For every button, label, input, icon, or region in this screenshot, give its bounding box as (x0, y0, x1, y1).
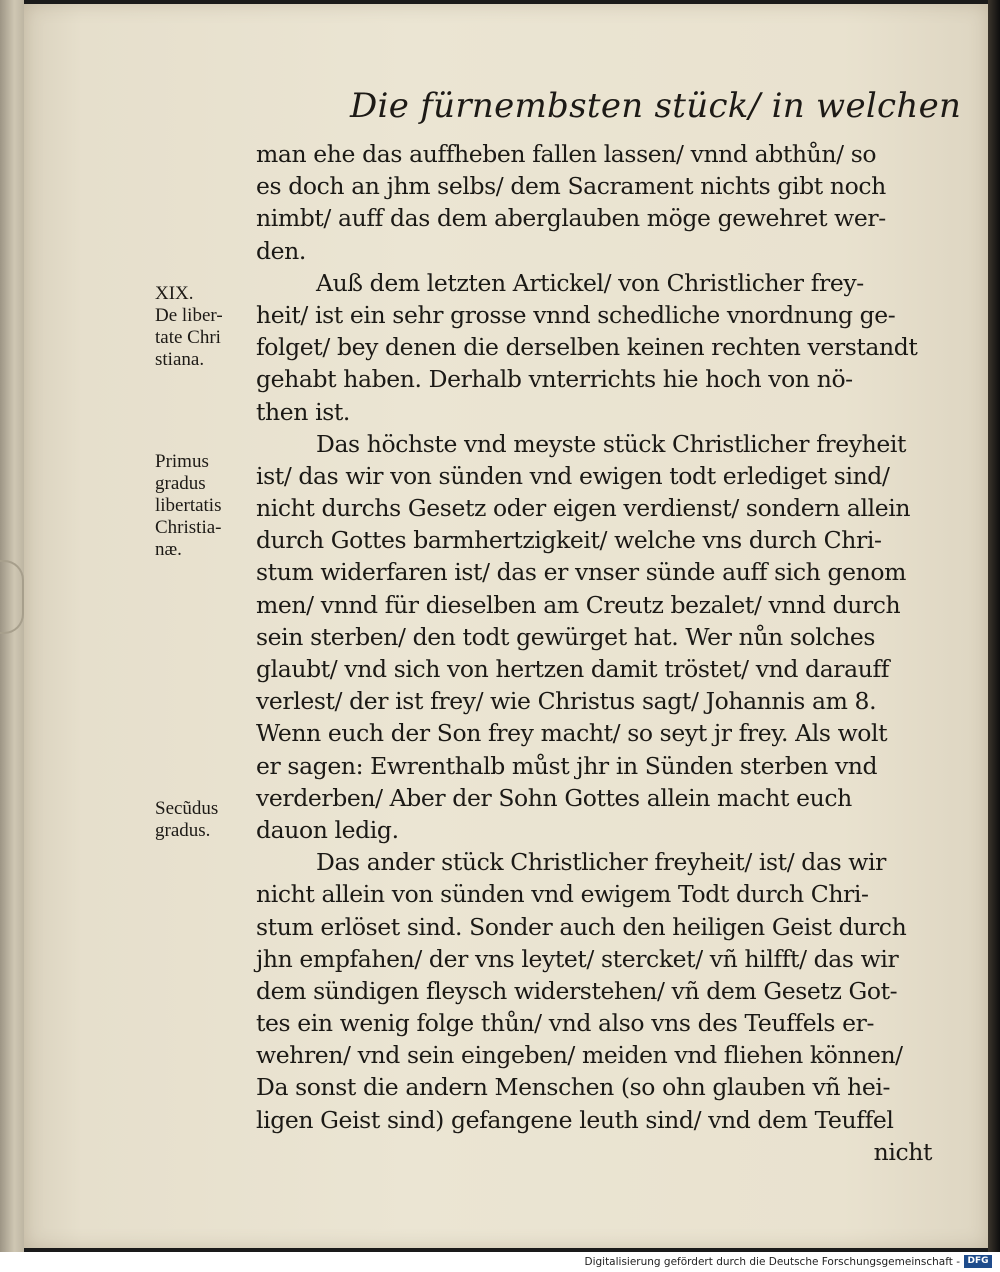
text-line: durch Gottes barmhertzigkeit/ welche vns durch Chri- (256, 526, 882, 555)
margin-note-line: gradus. (155, 820, 211, 841)
body-text (256, 138, 932, 1168)
page-right-edge (988, 0, 1000, 1252)
funding-credit: Digitalisierung gefördert durch die Deutsche Forschungsgemeinschaft - (584, 1256, 960, 1268)
text-line: stum widerfaren ist/ das er vnser sünde auff sich genom (256, 558, 906, 587)
margin-note-line: De liber- (155, 305, 223, 326)
text-line: den. (256, 236, 306, 265)
text-line: dem sündigen fleysch widerstehen/ vñ dem Gesetz Got- (256, 976, 898, 1005)
text-line: heit/ ist ein sehr grosse vnnd schedliche vnordnung ge- (256, 300, 896, 329)
clip-mark (0, 560, 24, 634)
text-line: men/ vnnd für dieselben am Creutz bezalet/ vnnd durch (256, 590, 901, 619)
text-line: dauon ledig. (256, 815, 399, 844)
margin-note-line: stiana. (155, 349, 205, 370)
text-line: nimbt/ auff das dem aberglauben möge gewehret wer- (256, 204, 886, 233)
text-line: er sagen: Ewrenthalb můst jhr in Sünden sterben vnd (256, 751, 878, 780)
text-line: gehabt haben. Derhalb vnterrichts hie hoch von nö- (256, 365, 853, 394)
text-line: verderben/ Aber der Sohn Gottes allein macht euch (256, 783, 852, 812)
margin-note-line: libertatis (155, 495, 222, 516)
text-line: nicht durchs Gesetz oder eigen verdienst/ sondern allein (256, 494, 911, 523)
text-line: verlest/ der ist frey/ wie Christus sagt/ Johannis am 8. (256, 687, 877, 716)
text-line: wehren/ vnd sein eingeben/ meiden vnd fliehen können/ (256, 1041, 903, 1070)
dfg-logo: DFG (964, 1255, 992, 1268)
margin-note-line: gradus (155, 473, 206, 494)
text-line: Wenn euch der Son frey macht/ so seyt jr frey. Als wolt (256, 719, 888, 748)
text-line: jhn empfahen/ der vns leytet/ stercket/ vñ hilfft/ das wir (256, 944, 899, 973)
text-line: nicht allein von sünden vnd ewigem Todt durch Chri- (256, 880, 869, 909)
text-line: Das ander stück Christlicher freyheit/ ist/ das wir (316, 848, 886, 877)
text-line: stum erlöset sind. Sonder auch den heiligen Geist durch (256, 912, 907, 941)
margin-note-line: tate Chri (155, 327, 221, 348)
margin-note-line: XIX. (155, 283, 194, 304)
margin-note-line: næ. (155, 539, 182, 560)
margin-note-freedom (155, 283, 255, 371)
margin-note-line: Secũdus (155, 798, 219, 819)
text-line: glaubt/ vnd sich von hertzen damit tröstet/ vnd darauff (256, 655, 890, 683)
margin-note-line: Primus (155, 451, 209, 472)
text-line: folget/ bey denen die derselben keinen rechten verstandt (256, 333, 918, 362)
text-line: tes ein wenig folge thůn/ vnd also vns des Teuffels er- (256, 1009, 874, 1038)
running-header: Die fürnembsten stück/ in welchen (350, 86, 962, 126)
text-line: sein sterben/ den todt gewürget hat. Wer nůn solches (256, 622, 876, 651)
text-line: nicht (873, 1137, 932, 1166)
text-line: es doch an jhm selbs/ dem Sacrament nichts gibt noch (256, 172, 886, 201)
text-line: Das höchste vnd meyste stück Christlicher freyheit (316, 429, 907, 458)
margin-note-first-degree (155, 451, 255, 561)
text-line: then ist. (256, 397, 350, 426)
text-line: ligen Geist sind) gefangene leuth sind/ vnd dem Teuffel (256, 1105, 894, 1134)
text-line: man ehe das auffheben fallen lassen/ vnnd abthůn/ so (256, 140, 877, 168)
footer-bar (0, 1252, 1000, 1272)
margin-note-second-degree (155, 798, 255, 842)
text-line: Auß dem letzten Artickel/ von Christlicher frey- (316, 268, 864, 297)
page-left-edge (0, 0, 24, 1252)
margin-note-line: Christia- (155, 517, 222, 538)
text-line: ist/ das wir von sünden vnd ewigen todt erlediget sind/ (256, 461, 890, 490)
text-line: Da sonst die andern Menschen (so ohn glauben vñ hei- (256, 1073, 891, 1102)
